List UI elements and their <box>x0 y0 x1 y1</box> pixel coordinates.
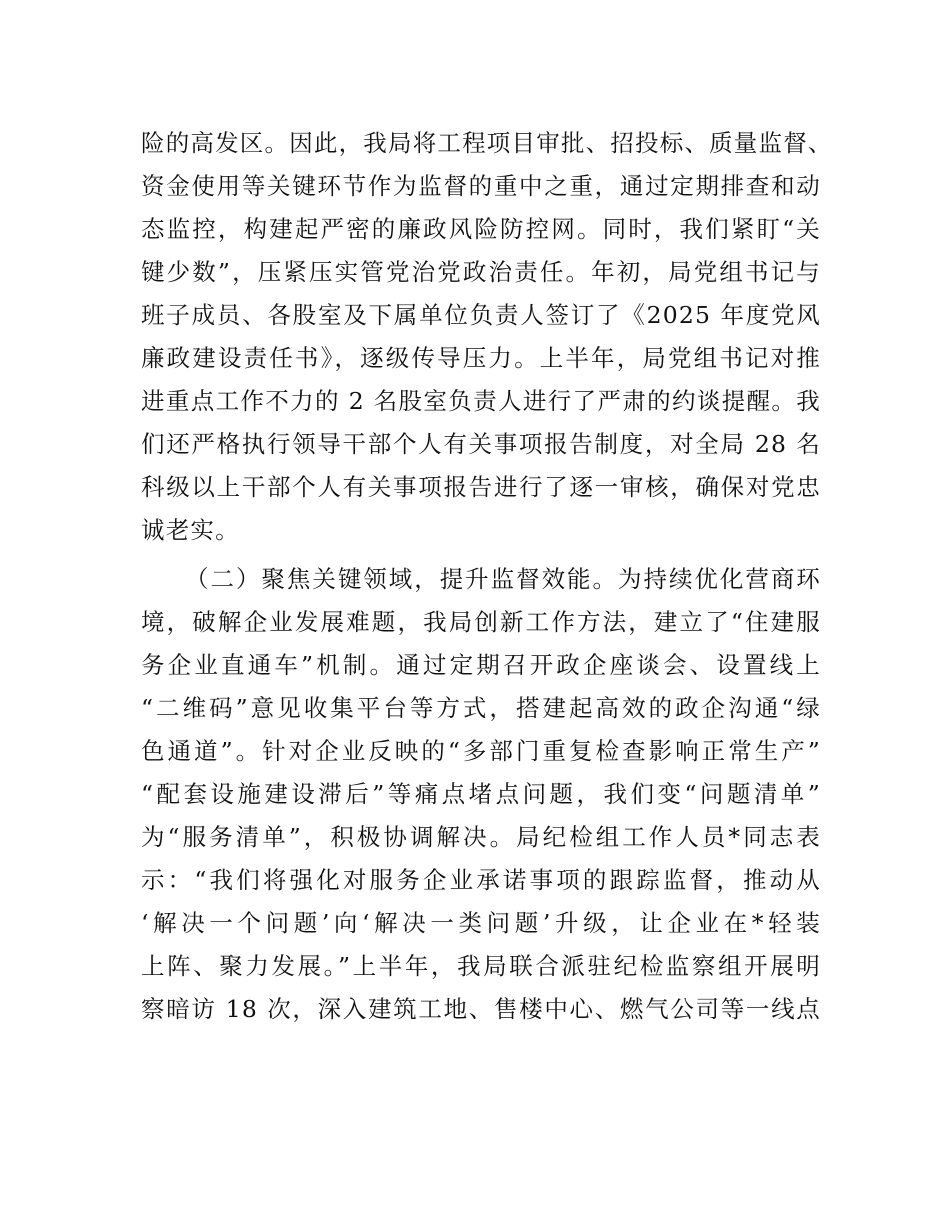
paragraph-2-line-8: 示：“我们将强化对服务企业承诺事项的跟踪监督，推动从 <box>141 866 821 894</box>
paragraph-1-line-7: 进重点工作不力的 2 名股室负责人进行了严肃的约谈提醒。我 <box>141 387 821 415</box>
paragraph-1-line-4: 键少数”，压紧压实管党治党政治责任。年初，局党组书记与 <box>141 258 821 286</box>
paragraph-2-line-1: （二）聚焦关键领域，提升监督效能。为持续优化营商环 <box>185 565 821 593</box>
paragraph-2-line-7: 为“服务清单”，积极协调解决。局纪检组工作人员*同志表 <box>141 823 821 851</box>
paragraph-1-line-1: 险的高发区。因此，我局将工程项目审批、招投标、质量监督、 <box>141 129 833 157</box>
paragraph-1-line-6: 廉政建设责任书》，逐级传导压力。上半年，局党组书记对推 <box>141 344 821 372</box>
paragraph-2-line-6: “配套设施建设滞后”等痛点堵点问题，我们变“问题清单” <box>141 780 821 808</box>
paragraph-2-line-3: 务企业直通车”机制。通过定期召开政企座谈会、设置线上 <box>141 651 821 679</box>
paragraph-1-line-3: 态监控，构建起严密的廉政风险防控网。同时，我们紧盯“关 <box>141 215 821 243</box>
paragraph-2-line-10: 上阵、聚力发展。”上半年，我局联合派驻纪检监察组开展明 <box>141 952 821 980</box>
paragraph-2-line-5: 色通道”。针对企业反映的“多部门重复检查影响正常生产” <box>141 737 821 765</box>
paragraph-1-line-5: 班子成员、各股室及下属单位负责人签订了《2025 年度党风 <box>141 301 821 329</box>
paragraph-2-line-9: ‘解决一个问题’向‘解决一类问题’升级，让企业在*轻装 <box>141 909 821 937</box>
paragraph-1-line-8: 们还严格执行领导干部个人有关事项报告制度，对全局 28 名 <box>141 430 821 458</box>
paragraph-2-line-4: “二维码”意见收集平台等方式，搭建起高效的政企沟通“绿 <box>141 694 821 722</box>
paragraph-1-line-10: 诚老实。 <box>141 516 240 544</box>
paragraph-2-line-11: 察暗访 18 次，深入建筑工地、售楼中心、燃气公司等一线点 <box>141 995 821 1023</box>
paragraph-1-line-2: 资金使用等关键环节作为监督的重中之重，通过定期排查和动 <box>141 172 821 200</box>
paragraph-1-line-9: 科级以上干部个人有关事项报告进行了逐一审核，确保对党忠 <box>141 473 821 501</box>
paragraph-2-line-2: 境，破解企业发展难题，我局创新工作方法，建立了“住建服 <box>141 608 821 636</box>
